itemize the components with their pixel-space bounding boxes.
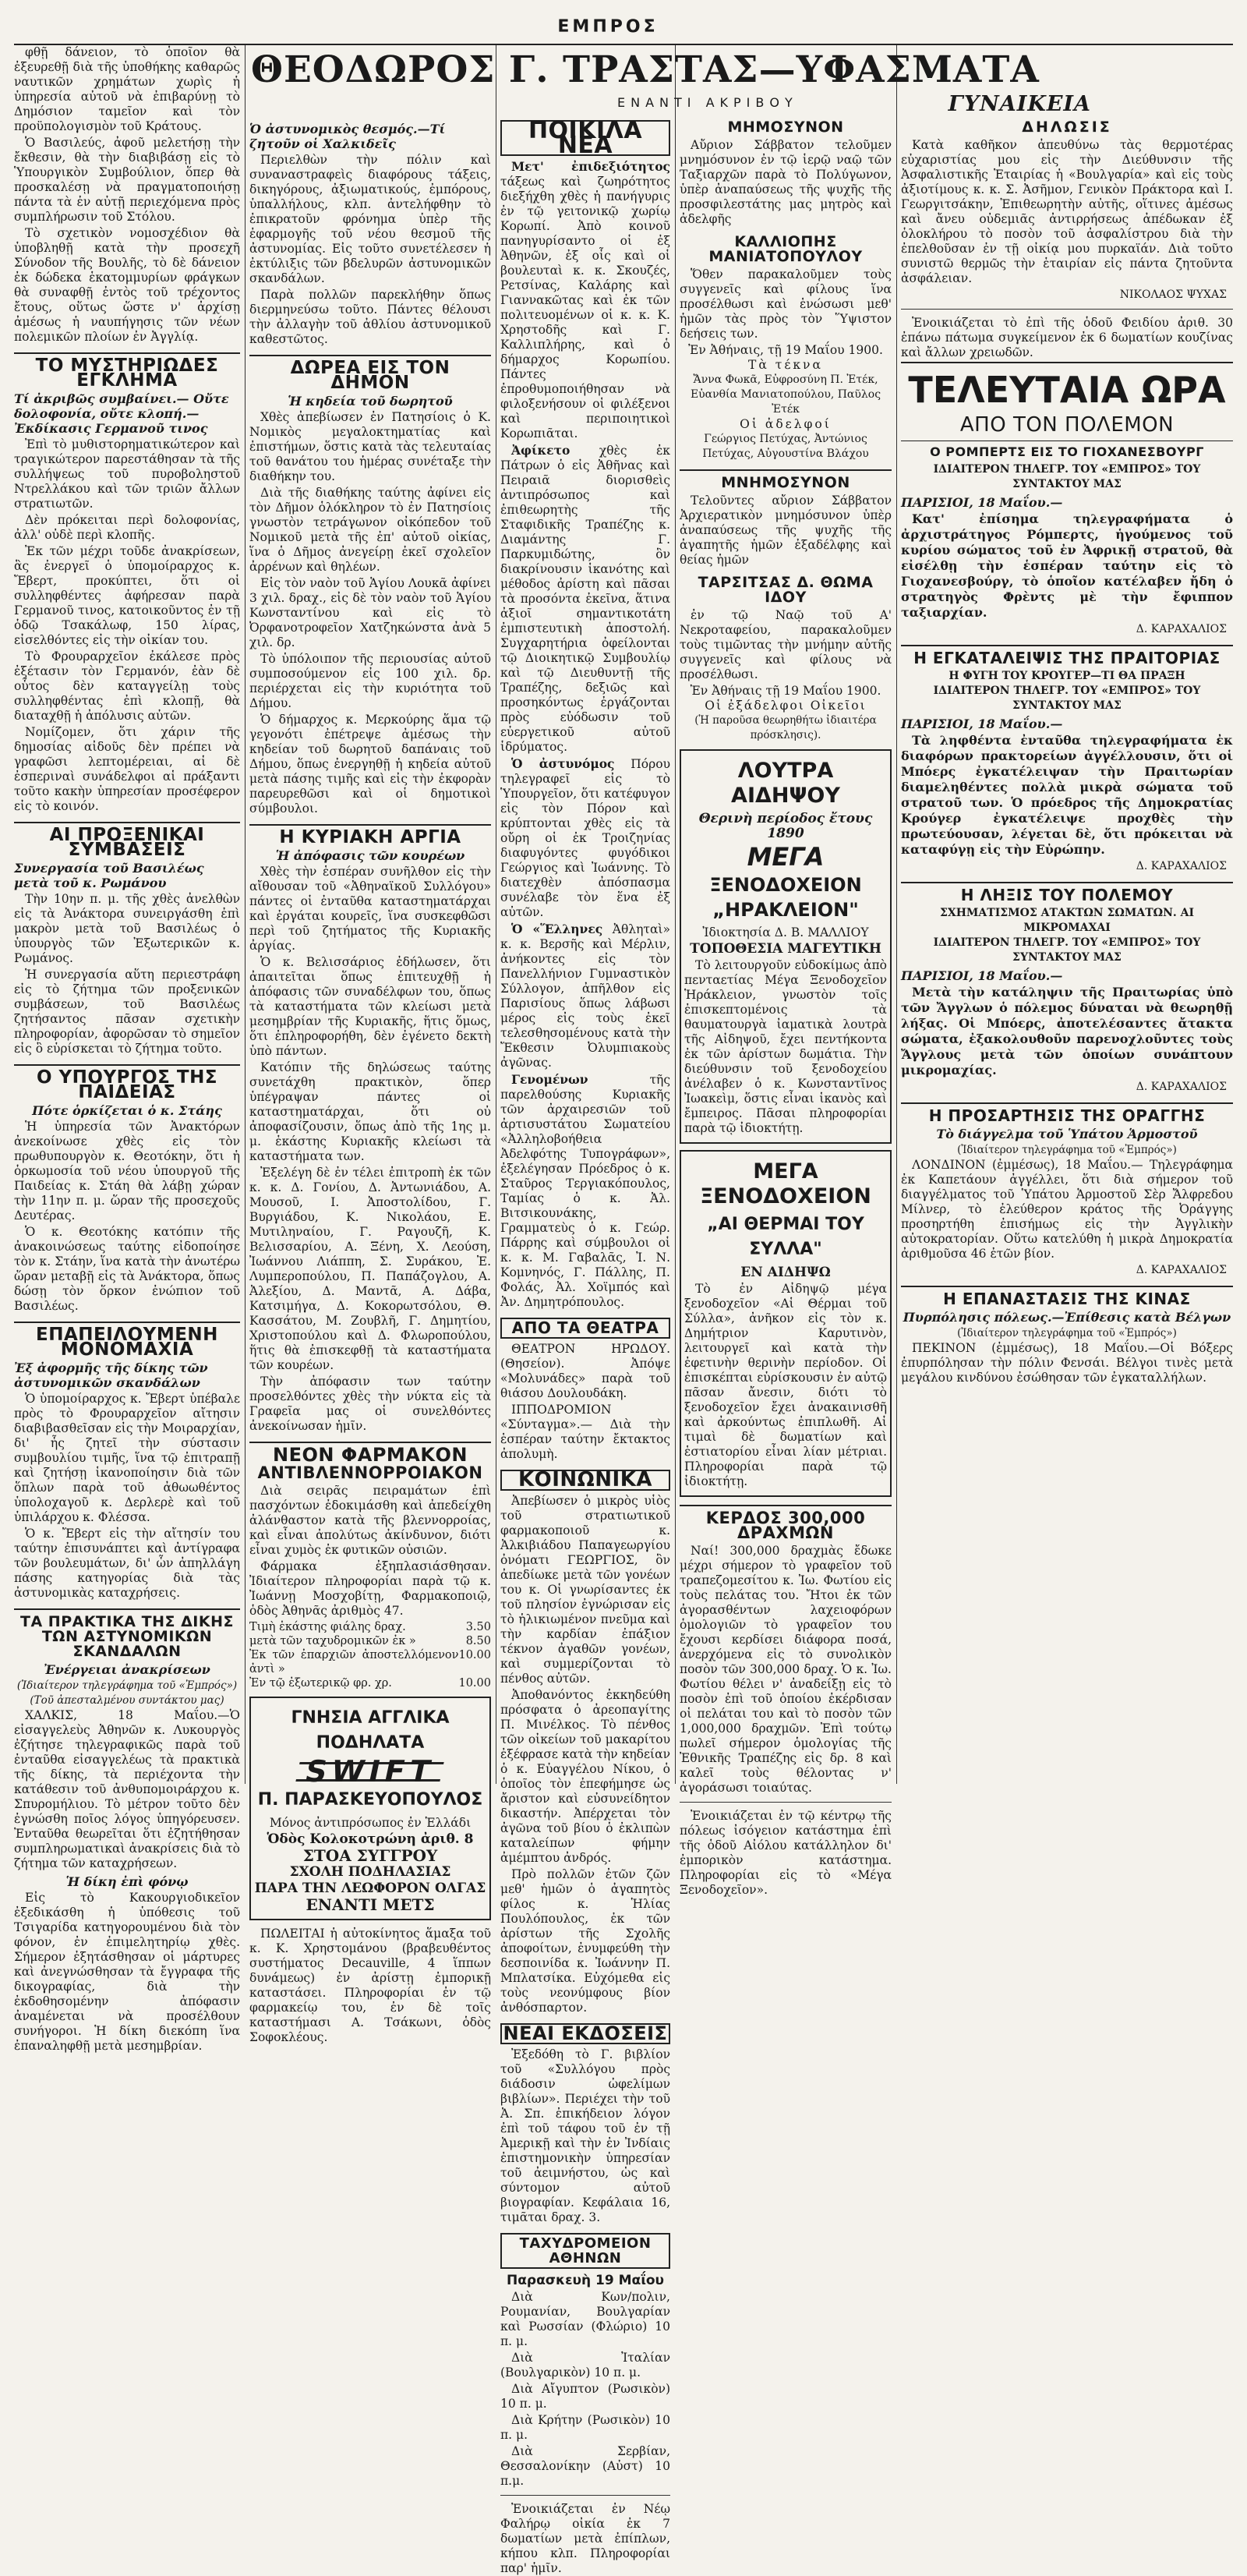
- section-headline: ΑΠΟ ΤΑ ΘΕΑΤΡΑ: [500, 1318, 670, 1339]
- article-paragraph: Πρὸ πολλῶν ἐτῶν ζῶν μεθ' ἡμῶν ὁ ἀγαπητὸς φίλος κ. Ἡλίας Πουλόπουλος, ἐκ τῶν ἀρίστων τῆς Σχολῆς ἀποφοίτων, ἐνυμφεύθη τὴν δεσποινίδα κ. Ἰωάννην Π. Μπλατσίκα. Εὐχόμεθα εἰς τοὺς νεονύμφους βίον ἀνθόσπαρτον.: [500, 1867, 670, 2015]
- article-paragraph: Χθὲς τὴν ἑσπέραν συνῆλθον εἰς τὴν αἴθουσαν τοῦ «Ἀθηναϊκοῦ Συλλόγου» πάντες οἱ ἐνταῦθα καταστηματάρχαι καὶ ἐργάται κουρεῖς, ἵνα συσκεφθῶσι περὶ τοῦ ζητήματος τῆς Κυριακῆς ἀργίας.: [249, 865, 491, 953]
- article-paragraph: Ἀπεβίωσεν ὁ μικρὸς υἱὸς τοῦ στρατιωτικοῦ φαρμακοποιοῦ κ. Ἀλκιβιάδου Παπαγεωργίου ὀνόματι ΓΕΩΡΓΙΟΣ, ὃν ἀπεδίωκε μετὰ τῶν γονέων του κ. Οἱ γνωρίσαντες ἐκ τοῦ πλησίον ἐγνώρισαν εἰς τὸ ἡλικιωμένον πνεῦμα καὶ τὴν καρδίαν ἐπάξιον τέκνον ἀγαθῶν γονέων, καὶ συμμερίζονται τὸ πένθος αὐτῶν.: [500, 1494, 670, 1686]
- price-label: μετὰ τῶν ταχυδρομικῶν ἐκ »: [249, 1635, 416, 1647]
- article-subheadline: Τὸ διάγγελμα τοῦ Ὑπάτου Ἁρμοστοῦ: [936, 1127, 1198, 1141]
- banner-title: ΘΕΟΔΩΡΟΣ Γ. ΤΡΑΣΤΑΣ—ΥΦΑΣΜΑΤΑ: [251, 48, 1040, 91]
- notice-signature-label: Οἱ ἀδελφοί: [740, 417, 832, 431]
- ad-subtitle: Θερινὴ περίοδος ἔτους 1890: [698, 811, 873, 841]
- article-paragraph: Νομίζομεν, ὅτι χάριν τῆς δημοσίας αἰδοῦς δὲν πρέπει νὰ γραφῶσι λεπτομέρειαι, αἱ δὲ ἐσπεριναὶ συνάδελφοι αἱ πράξαντι τοῦτο κακὴν ὑπηρεσίαν προσέφερον εἰς τὸ κοινόν.: [14, 725, 240, 813]
- ad-place: ΤΟΠΟΘΕΣΙΑ ΜΑΓΕΥΤΙΚΗ: [690, 941, 881, 957]
- news-text: τῆς παρελθούσης Κυριακῆς τῶν ἀρχαιρεσιῶν τοῦ ἀρτισυστάτου Σωματείου «Ἀλληλοβοήθεια Ἀδελφότης Τυπογράφων», ἐξελέγησαν Πρόεδρος ὁ κ. Σταῦρος Τεργιακόπουλος, Ταμίας ὁ κ. Ἀλ. Βιτσικουνάκης, Γραμματεὺς ὁ κ. Γεώρ. Πάρρης καὶ σύμβουλοι οἱ κ. κ. Μ. Γαβαλᾶς, Ἰ. Ν. Κομνηνός, Γ. Πάλλης, Π. Φολάς, Ἀλ. Χοϊμπός καὶ Ἀν. Δημητρόπουλος.: [500, 1073, 670, 1309]
- article-paragraph: φθῇ δάνειον, τὸ ὁποῖον θὰ ἐξευρεθῇ διὰ τῆς ὑποθήκης καθαρῶς ναυτικῶν χρημάτων χωρὶς ἡ ὑπηρεσία αὐτοῦ νὰ ἐπιβαρύνῃ τὸ Δημόσιον ταμεῖον καὶ τὸν προϋπολογισμὸν τοῦ Κράτους.: [14, 45, 240, 133]
- article-paragraph: ΘΕΑΤΡΟΝ ΗΡΩΔΟΥ. (Θησείον). Ἀπόψε «Μολυνάδες» παρὰ τοῦ θιάσου Δουλουδάκη.: [500, 1342, 670, 1400]
- article-headline: Ο ΥΠΟΥΡΓΟΣ ΤΗΣ ΠΑΙΔΕΙΑΣ: [14, 1064, 240, 1100]
- mail-line: Διὰ Σερβίαν, Θεσσαλονίκην (Αὐστ) 10 π.μ.: [500, 2444, 670, 2488]
- price-value: 10.00: [458, 1649, 491, 1661]
- article-paragraph: Μετὰ τὴν κατάληψιν τῆς Πραιτωρίας ὑπὸ τῶν Ἄγγλων ὁ πόλεμος δύναται νὰ θεωρηθῇ λήξας. Οἱ Μπόερς, ἀποτελέσαντες ἄτακτα σώματα, ἐξακολουθοῦν παρενοχλοῦντες τοὺς Ἄγγλους μετὰ τῶν ὁποίων συνάπτουν μικρομαχίας.: [901, 985, 1233, 1077]
- telegram-label: ΙΔΙΑΙΤΕΡΟΝ ΤΗΛΕΓΡ. ΤΟΥ «ΕΜΠΡΟΣ» ΤΟΥ ΣΥΝΤΑΚΤΟΥ ΜΑΣ: [933, 936, 1201, 964]
- column-5: [901, 119, 1233, 1784]
- article-headline: Η ΠΡΟΣΑΡΤΗΣΙΣ ΤΗΣ ΟΡΑΓΓΗΣ: [901, 1102, 1233, 1123]
- article-paragraph: Ἡ συνεργασία αὕτη περιεστράφη εἰς τὸ ζήτημα τῶν προξενικῶν συμβάσεων, τοῦ Βασιλέως ζητήσαντος πᾶσαν σχετικὴν πληροφορίαν, ἀφορῶσαν τὸ σημεῖον εἰς ὃ εὑρίσκεται τὸ ζήτημα τοῦτο.: [14, 968, 240, 1056]
- price-row: [249, 1634, 491, 1648]
- article-headline: ΑΙ ΠΡΟΞΕΝΙΚΑΙ ΣΥΜΒΑΣΕΙΣ: [14, 822, 240, 858]
- classified-ad: ΠΩΛΕΙΤΑΙ ἡ αὐτοκίνητος ἅμαξα τοῦ κ. Κ. Χρηστομάνου (βραβευθέντος συστήματος Decauville, 4 ἵππων δυνάμεως) ἐν ἀρίστῃ ἐμπορικῇ καταστάσει. Πληροφορίαι ἐν τῷ φαρμακείῳ του, ἐν δὲ τοῖς καταστήμασι Α. Τσάκωνι, ὁδὸς Σοφοκλέους.: [249, 1927, 491, 2044]
- article-paragraph: Τὰ ληφθέντα ἐνταῦθα τηλεγραφήματα ἐκ διαφόρων πρακτορείων ἀγγέλλουσιν, ὅτι οἱ Μπόερς ἐγκατέλειψαν τὴν Πραιτωρίαν διαμεληθέντες πολλὰ μικρὰ σώματα τοῦ στρατοῦ των. Ὁ πρόεδρος τῆς Δημοκρατίας Κρούγερ ἐγκατέλειψε προχθὲς τὴν πρωτεύουσαν, λέγεται δὲ, ὅτι πρόκειται νὰ καταφύγῃ εἰς τὴν Εὐρώπην.: [901, 733, 1233, 857]
- article-paragraph: Δὲν πρόκειται περὶ δολοφονίας, ἀλλ' οὐδὲ περὶ κλοπῆς.: [14, 513, 240, 542]
- notice-text: Τελοῦντες αὔριον Σάββατον Ἀρχιερατικὸν μνημόσυνον ὑπὲρ ἀναπαύσεως τῆς ψυχῆς τῆς ἀγαπητῆς ἡμῶν ἐξαδέλφης καὶ θείας ἡμῶν: [680, 494, 892, 567]
- article-paragraph: Περιελθὼν τὴν πόλιν καὶ συναναστραφεὶς διαφόρους τάξεις, δικηγόρους, ἀξιωματικούς, ἐμπόρους, ὑπαλλήλους, κλπ. ἀντελήφθην τὸ ἐπικρατοῦν φρόνημα ὑπὲρ τῆς ἐφαρμογῆς τοῦ νέου θεσμοῦ τῆς ἀστυνομίας. Εἰς τοῦτο συνετέλεσεν ἡ ἐκτύλιξις τῶν βδελυρῶν ἀστυνομικῶν σκανδάλων.: [249, 153, 491, 285]
- dealer-name: Π. ΠΑΡΑΣΚΕΥΟΠΟΥΛΟΣ: [257, 1790, 483, 1810]
- article-paragraph: Ἐξελέγη δὲ ἐν τέλει ἐπιτροπὴ ἐκ τῶν κ. κ. Δ. Γονίου, Δ. Ἀντωνιάδου, Α. Μουσοῦ, Ι. Ἀποστολίδου, Γ. Βυργιάδου, Κ. Νικολάου, Ε. Μυτιληναίου, Γ. Ραγουζῆ, Κ. Βελισσαρίου, Α. Ξένη, Χ. Λεούση, Ἰωάννου Λιάππη, Σ. Συράκου, Ἐ. Λυμπεροπούλου, Π. Παπάζογλου, Α. Ἀλεξίου, Δ. Μαντᾶ, Α. Δάβα, Κατσιμήγα, Δ. Κοκορωτσόλου, Θ. Κασσάτου, Μ. Ζουβλῆ, Γ. Δημητίου, Χριστοπούλου καὶ Δ. Φλωροπούλου, ἥτις θὰ ἐπισκεφθῇ τὰ καταστήματα τῶν κουρέων.: [249, 1166, 491, 1372]
- article-paragraph: Εἰς τὸ Κακουργιοδικεῖον ἐξεδικάσθη ἡ ὑπόθεσις τοῦ Τσιγαρίδα κατηγορουμένου διὰ τὸν φόνον, ἐν ἐπιμελητηρίῳ χθὲς. Σήμερον ἐξητάσθησαν οἱ μάρτυρες καὶ ἀνεγνώσθησαν τὰ ἔγγραφα τῆς δικογραφίας, διὰ τὴν ἐκδοθησομένην ἀπόφασιν ἀναμένεται νὰ προσέλθουν συνήγοροι. Ἡ δίκη διεκόπη ἵνα ἐπαναληφθῇ μετὰ μεσημβρίαν.: [14, 1891, 240, 2053]
- article-paragraph: Τὸ ὑπόλοιπον τῆς περιουσίας αὐτοῦ συμποσούμενον εἰς 100 χιλ. δρ. περιέρχεται εἰς τὴν κυριότητα τοῦ Δήμου.: [249, 652, 491, 710]
- article-paragraph: Εἰς τὸν ναὸν τοῦ Ἁγίου Λουκᾶ ἀφίνει 3 χιλ. δραχ., εἰς δὲ τὸν ναὸν τοῦ Ἁγίου Κωνσταντίνου καὶ εἰς τὸ Ὀρφανοτροφεῖον Χατζηκώνστα ἀνὰ 5 χιλ. δρ.: [249, 576, 491, 649]
- deceased-name: ΤΑΡΣΙΤΣΑΣ Δ. ΘΩΜΑ ΙΔΟΥ: [698, 574, 874, 606]
- news-item: [500, 1072, 670, 1310]
- article-paragraph: Ὁ κ. Ἔβερτ εἰς τὴν αἴτησίν του ταύτην ἐπισυνάπτει καὶ ἀντίγραφα τῶν βουλευμάτων, δι' ὧν ἀπηλλάγη πάσης κατηγορίας διὰ τὰς ἀστυνομικὰς καταχρήσεις.: [14, 1527, 240, 1600]
- breaking-headline: ΤΕΛΕΥΤΑΙΑ ΩΡΑ: [901, 362, 1233, 410]
- price-value: 8.50: [465, 1635, 491, 1647]
- ad-place: ΕΝ ΑΙΔΗΨΩ: [740, 1265, 831, 1280]
- ad-title: ΓΝΗΣΙΑ ΑΓΓΛΙΚΑ ΠΟΔΗΛΑΤΑ: [291, 1708, 450, 1753]
- article-paragraph: Ὁ Βασιλεύς, ἀφοῦ μελετήσῃ τὴν ἔκθεσιν, θὰ τὴν διαβιβάσῃ εἰς τὸ Ὑπουργικὸν Συμβούλιον, ὅπερ θὰ προσκαλέσῃ νὰ πραγματοποιήσῃ πάντα τὰ ἐν αὐτῇ περιεχόμενα πρὸς συμπλήρωσιν τοῦ Στόλου.: [14, 136, 240, 224]
- article-headline: Η ΚΥΡΙΑΚΗ ΑΡΓΙΑ: [249, 824, 491, 845]
- article-headline: ΕΠΑΠΕΙΛΟΥΜΕΝΗ ΜΟΝΟΜΑΧΙΑ: [14, 1322, 240, 1357]
- article-paragraph: ΠΕΚΙΝΟΝ (ἐμμέσως), 18 Μαΐου.—Οἱ Βόξερς ἐπυρπόλησαν τὴν πόλιν Φενσάι. Βέλγοι τινὲς μετὰ μεγάλου κινδύνου ἐσώθησαν τῶν ἐγκαταλλήλων.: [901, 1341, 1233, 1385]
- banner-subtitle: ΕΝΑΝΤΙ ΑΚΡΙΒΟΥ: [617, 95, 798, 110]
- signature: Δ. ΚΑΡΑΧΑΛΙΟΣ: [1136, 860, 1227, 872]
- bicycle-advertisement: [249, 1697, 491, 1920]
- article-paragraph: Ἐπὶ τὸ μυθιστορηματικώτερον καὶ τραγικώτερον παρεστάθησαν τὰ τῆς συλλήψεως τοῦ πυροβοληστοῦ Ντρελλάκου καὶ τῶν τριῶν ἄλλων στρατιωτῶν.: [14, 437, 240, 511]
- telegram-label: (Ἰδιαίτερον τηλεγράφημα τοῦ «Ἐμπρός»): [957, 1327, 1177, 1339]
- price-label: Ἐν τῷ ἐξωτερικῷ φρ. χρ.: [249, 1677, 392, 1690]
- article-paragraph: ΛΟΝΔΙΝΟΝ (ἐμμέσως), 18 Μαΐου.— Τηλεγράφημα ἐκ Καπετάουν ἀγγέλλει, ὅτι διὰ σήμερον τοῦ διαγγέλματος τοῦ Ὑπάτου Ἁρμοστοῦ Σὲρ Ἄλφρεδου Μίλνερ, τὸ ἐλεύθερον κράτος τῆς Ὀράγγης προσηρτήθη ἐπισήμως εἰς τὴν Ἀγγλικὴν αὐτοκρατορίαν. Οὕτω κατελύθη ἡ μικρὰ Δημοκρατία ἀριθμοῦσα 46 ἐτῶν βίον.: [901, 1158, 1233, 1261]
- column-4: [680, 119, 892, 1897]
- article-subheadline: Τί ἀκριβῶς συμβαίνει.— Οὔτε δολοφονία, οὔτε κλοπή.— Ἐκδίκασις Γερμανοῦ τινος: [14, 391, 229, 436]
- ad-title: ΛΟΥΤΡΑ ΑΙΔΗΨΟΥ: [731, 759, 840, 808]
- price-row: [249, 1648, 491, 1676]
- article-paragraph: Τὴν 10ην π. μ. τῆς χθὲς ἀνελθὼν εἰς τὰ Ἀνάκτορα συνειργάσθη ἐπὶ μακρὸν μετὰ τοῦ Βασιλέως ὁ ὑπουργὸς τῶν Ἐξωτερικῶν κ. Ρωμάνος.: [14, 892, 240, 965]
- article-headline: Ο ΡΟΜΠΕΡΤΣ ΕΙΣ ΤΟ ΓΙΟΧΑΝΕΣΒΟΥΡΓ: [901, 441, 1233, 459]
- article-headline: ΑΝΤΙΒΛΕΝΝΟΡΡΟΙΑΚΟΝ: [257, 1463, 483, 1482]
- signature: ΝΙΚΟΛΑΟΣ ΨΥΧΑΣ: [1119, 288, 1227, 301]
- ad-line: ΣΤΟΑ ΣΥΓΓΡΟΥ: [302, 1846, 438, 1865]
- article-subheadline: Ἡ ἀπόφασις τῶν κουρέων: [275, 848, 465, 863]
- hotel-name: „ΑΙ ΘΕΡΜΑΙ ΤΟΥ ΣΥΛΛΑ": [707, 1215, 864, 1259]
- notice-date: Ἐν Ἀθήναις, τῇ 19 Μαΐου 1900.: [688, 343, 883, 357]
- mail-line: Διὰ Κρήτην (Ρωσικὸν) 10 π. μ.: [500, 2413, 670, 2442]
- column-divider: [245, 45, 246, 1784]
- news-lead: Γενομένων: [511, 1072, 588, 1087]
- article-headline: ΤΟ ΜΥΣΤΗΡΙΩΔΕΣ ΕΓΚΛΗΜΑ: [14, 352, 240, 388]
- price-value: 3.50: [465, 1621, 491, 1633]
- article-subheadline: Η ΦΥΓΗ ΤΟΥ ΚΡΟΥΓΕΡ—ΤΙ ΘΑ ΠΡΑΞΗ: [948, 670, 1185, 682]
- signature: Δ. ΚΑΡΑΧΑΛΙΟΣ: [1136, 1264, 1227, 1276]
- signature: Δ. ΚΑΡΑΧΑΛΙΟΣ: [1136, 1081, 1227, 1093]
- article-paragraph: Τὸ σχετικὸν νομοσχέδιον θὰ ὑποβληθῇ κατὰ τὴν προσεχῆ Σύνοδον τῆς Βουλῆς, τὸ δὲ δάνειον ἐκ δώδεκα ἑκατομμυρίων φράγκων θὰ συναφθῇ ἐντὸς τοῦ τρέχοντος ἔτους, οὕτως ὥστε ν' ἀρχίσῃ ἀμέσως ἡ ναυπήγησις τῶν νέων πολεμικῶν πλοίων ἐν Ἀγγλίᾳ.: [14, 226, 240, 344]
- notice-text: Ὅθεν παρακαλοῦμεν τοὺς συγγενεῖς καὶ φίλους ἵνα προσέλθωσι καὶ ἑνώσωσι μεθ' ἡμῶν τὰς πρὸς τὸν Ὕψιστον δεήσεις των.: [680, 267, 892, 341]
- article-paragraph: Ἐκ τῶν μέχρι τοῦδε ἀνακρίσεων, ἃς ἐνεργεῖ ὁ ὑπομοίραρχος κ. Ἔβερτ, προκύπτει, ὅτι οἱ συλληφθέντες ἀφήρεσαν παρὰ Γερμανοῦ τινος, κατοικοῦντος ἐν τῇ ὁδῷ Τσακάλωφ, 150 λίρας, εἰσελθόντες εἰς τὴν οἰκίαν του.: [14, 544, 240, 647]
- notice-headline: ΜΝΗΜΟΣΥΝΟΝ: [680, 469, 892, 490]
- section-headline: ΠΟΙΚΙΛΑ ΝΕΑ: [500, 120, 670, 156]
- article-paragraph: Τὸ Φρουραρχεῖον ἐκάλεσε πρὸς ἐξέτασιν τὸν Γερμανόν, ἐὰν δὲ οὗτος δὲν καταγγείλῃ τοὺς συλληφθέντας ἐπὶ κλοπῇ, θὰ διαταχθῇ ἡ ἀπόλυσις αὐτῶν.: [14, 649, 240, 723]
- article-paragraph: Χθὲς ἀπεβίωσεν ἐν Πατησίοις ὁ Κ. Νομικὸς μεγαλοκτηματίας καὶ ἐπιστήμων, ὅστις κατὰ τὰς τελευταίας τοῦ θανάτου του ἡμέρας συνέταξε τὴν διαθήκην του.: [249, 410, 491, 483]
- article-headline: ΤΑ ΠΡΑΚΤΙΚΑ ΤΗΣ ΔΙΚΗΣ ΤΩΝ ΑΣΤΥΝΟΜΙΚΩΝ ΣΚΑΝΔΑΛΩΝ: [14, 1608, 240, 1659]
- news-lead: Μετ' ἐπιδεξιότητος: [511, 159, 670, 174]
- article-paragraph: Ὁ δήμαρχος κ. Μερκούρης ἅμα τῷ γεγονότι ἐπέτρεψε ἀμέσως τὴν κηδείαν τοῦ δωρητοῦ δαπάναις τοῦ Δήμου, ὅπως ἐνεργηθῇ ἡ κηδεία αὐτοῦ μετὰ πάσης τιμῆς καὶ εἰς τὴν ἐκφορὰν παρευρεθῶσι καὶ οἱ δημοτικοὶ σύμβουλοι.: [249, 713, 491, 816]
- price-value: 10.00: [458, 1677, 491, 1690]
- column-3: [500, 117, 670, 2575]
- ad-line: Μόνος ἀντιπρόσωπος ἐν Ἑλλάδι: [269, 1816, 472, 1830]
- article-paragraph: ΧΑΛΚΙΣ, 18 Μαΐου.—Ὁ εἰσαγγελεὺς Ἀθηνῶν κ. Λυκουργὸς ἐζήτησε τηλεγραφικῶς παρὰ τοῦ ἐνταῦθα εἰσαγγελέως τὰ πρακτικὰ τῆς δίκης, τὰ περιέχοντα τὴν κατάθεσιν τοῦ ἀνθυπομοιράρχου κ. Σπυρομήλιου. Τὸ μέτρον τοῦτο δὲν ἐγνώσθη ποῖος λόγος ὑπηγόρευσεν. Ἐνταῦθα θεωρεῖται ὅτι ἐζητήθησαν συμπληρωματικαὶ ἀνακρίσεις διὰ τὸ ζήτημα τῶν καταχρήσεων.: [14, 1708, 240, 1870]
- article-subheadline: Ἡ δίκη ἐπὶ φόνῳ: [65, 1874, 189, 1889]
- notice-note: (Ἡ παροῦσα θεωρηθήτω ἰδιαιτέρα πρόσκλησις).: [694, 714, 877, 741]
- section-headline: ΝΕΑΙ ΕΚΔΟΣΕΙΣ: [500, 2023, 670, 2044]
- article-subheadline: Ὁ ἀστυνομικὸς θεσμός.—Τί ζητοῦν οἱ Χαλκιδεῖς: [249, 122, 446, 151]
- article-paragraph: Διὰ σειρᾶς πειραμάτων ἐπὶ πασχόντων ἐδοκιμάσθη καὶ ἀπεδείχθη ἀλάνθαστον κατὰ τῆς βλεννορροίας, καὶ εἶναι ἀπολύτως ἀκίνδυνον, διότι εἶναι χυμὸς ἐκ φυτικῶν οὐσιῶν.: [249, 1484, 491, 1557]
- news-lead: Ὁ ἀστυνόμος: [511, 756, 615, 771]
- article-headline: Η ΕΠΑΝΑΣΤΑΣΙΣ ΤΗΣ ΚΙΝΑΣ: [901, 1286, 1233, 1307]
- ad-title: ΚΕΡΔΟΣ 300,000 ΔΡΑΧΜΩΝ: [680, 1505, 892, 1541]
- article-subheadline: Ἡ κηδεία τοῦ δωρητοῦ: [288, 394, 453, 409]
- divider: [500, 2495, 670, 2496]
- notice-signature: Γεώργιος Πετύχας, Ἀντώνιος Πετύχας, Αὐγουστίνα Βλάχου: [702, 433, 869, 460]
- article-headline: Η ΛΗΞΙΣ ΤΟΥ ΠΟΛΕΜΟΥ: [901, 882, 1233, 903]
- price-row: [249, 1620, 491, 1634]
- divider: [901, 309, 1233, 310]
- deceased-name: ΚΑΛΛΙΟΠΗΣ ΜΑΝΙΑΤΟΠΟΥΛΟΥ: [708, 233, 863, 265]
- notice-text: ἐν τῷ Ναῷ τοῦ Α' Νεκροταφείου, παρακαλοῦμεν τοὺς τιμῶντας τὴν μνήμην αὐτῆς συγγενεῖς καὶ φίλους νὰ προσέλθωσι.: [680, 608, 892, 681]
- article-headline: ΝΕΟΝ ΦΑΡΜΑΚΟΝ: [249, 1442, 491, 1463]
- news-text: Ἀθληταὶ» κ. κ. Βερσῆς καὶ Μέρλιν, ἀνήκοντες εἰς τὸν Πανελλήνιον Γυμναστικὸν Σύλλογον, ἀπῆλθον εἰς Παρισίους ὅπως λάβωσι μέρος εἰς τοὺς ἐκεῖ τελεσθησομένους κατὰ τὴν Ἔκθεσιν Ὀλυμπιακοὺς ἀγῶνας.: [500, 922, 670, 1070]
- byline: (Ἰδιαίτερον τηλεγράφημα τοῦ «Ἐμπρός») (Τοῦ ἀπεσταλμένου συντάκτου μας): [16, 1679, 238, 1707]
- news-item: [500, 159, 670, 441]
- hotel-advertisement: [680, 1150, 892, 1497]
- article-subheadline: Πότε ὁρκίζεται ὁ κ. Στάης: [32, 1103, 222, 1118]
- mail-line: Διὰ Κων/πολιν, Ρουμανίαν, Βουλγαρίαν καὶ Ρωσσίαν (Φλώριο) 10 π. μ.: [500, 2290, 670, 2348]
- ad-big: ΜΕΓΑ: [747, 842, 825, 872]
- article-paragraph: Ἡ ὑπηρεσία τῶν Ἀνακτόρων ἀνεκοίνωσε χθὲς εἰς τὸν πρωθυπουργὸν κ. Θεοτόκην, ὅτι ἡ ὁρκωμοσία τοῦ νέου ὑπουργοῦ τῆς Παιδείας κ. Στάη θὰ λάβῃ χώραν τὴν 11ην π. μ. ὥραν τῆς προσεχοῦς Δευτέρας.: [14, 1120, 240, 1223]
- breaking-subheadline: ΑΠΟ ΤΟΝ ΠΟΛΕΜΟΝ: [959, 413, 1175, 437]
- news-item: [500, 922, 670, 1070]
- article-paragraph: Ὁ κ. Θεοτόκης κατόπιν τῆς ἀνακοινώσεως ταύτης εἰδοποίησε τὸν κ. Στάην, ἵνα κατὰ τὴν ἀνωτέρω ὥραν μεταβῇ εἰς τὰ Ἀνάκτορα, ὅπως δώσῃ τὸν ὅρκον ἐνώπιον τοῦ Βασιλέως.: [14, 1225, 240, 1313]
- article-headline: ΔΩΡΕΑ ΕΙΣ ΤΟΝ ΔΗΜΟΝ: [249, 355, 491, 391]
- column-2: [249, 119, 491, 2044]
- article-paragraph: Φάρμακα ἐξηπλασιάσθησαν. Ἰδιαίτερον πληροφορίαι παρὰ τῷ κ. Ἰωάννῃ Μοσχοβίτῃ, Φαρμακοποιῷ, ὁδὸς Ἀθηνᾶς ἀριθμὸς 47.: [249, 1559, 491, 1618]
- news-lead: Ὁ «Ἕλληνες: [511, 922, 603, 936]
- hotel-name: ΞΕΝΟΔΟΧΕΙΟΝ „ΗΡΑΚΛΕΙΟΝ": [709, 874, 862, 921]
- news-text: χθὲς ἐκ Πάτρων ὁ εἰς Ἀθῆνας καὶ Πειραιᾶ διορισθεὶς ἀντιπρόσωπος καὶ ἐπιθεωρητὴς τῆς Σταφιδικῆς Τραπέζης κ. Διαμάντης Γ. Παρκυμιδώτης, ὃν διακρίνουσιν ἱκανότης καὶ μέθοδος ἀρίστη καὶ πᾶσαι τὰ προσόντα ἐκεῖνα, ἅτινα ἀξιοῖ σημαντικοτάτη ἐμπιστευτικὴ ἀποστολή. Συγχαρητήρια ὀφείλονται τῷ Διοικητικῷ Συμβουλίῳ καὶ τῷ Διευθυντῇ τῆς Τραπέζης, δεξιῶς καὶ προσηκόντως ἐργάζονται πρὸς εὐόδωσιν τοῦ εὐεργετικοῦ αὐτοῦ ἱδρύματος.: [500, 444, 670, 754]
- article-subheadline: Πυρπόλησις πόλεως.—Ἐπίθεσις κατὰ Βέλγων: [903, 1310, 1231, 1325]
- dateline: ΠΑΡΙΣΙΟΙ, 18 Μαΐου.—: [901, 495, 1063, 510]
- article-paragraph: ΙΠΠΟΔΡΟΜΙΟΝ «Σύνταγμα».— Διὰ τὴν ἑσπέραν ταύτην ἔκτακτος ἀπολυμὴ.: [500, 1403, 670, 1461]
- ad-line: ΕΝΑΝΤΙ ΜΕΤΣ: [306, 1895, 435, 1914]
- hotel-advertisement: [680, 749, 892, 1144]
- news-item: [500, 443, 670, 755]
- classified-ad: Ἐνοικιάζεται ἐν Νέῳ Φαλήρῳ οἰκία ἐκ 7 δωματίων μετὰ ἐπίπλων, κήπου κλπ. Πληροφορίαι παρ' ἡμῖν.: [500, 2502, 670, 2575]
- telegram-label: ΙΔΙΑΙΤΕΡΟΝ ΤΗΛΕΓΡ. ΤΟΥ «ΕΜΠΡΟΣ» ΤΟΥ ΣΥΝΤΑΚΤΟΥ ΜΑΣ: [933, 685, 1201, 712]
- article-paragraph: Τὴν ἀπόφασιν των ταύτην προσελθόντες χθὲς τὴν νύκτα εἰς τὰ Γραφεῖα μας οἱ συνελθόντες ἀνεκοίνωσαν ἡμῖν.: [249, 1375, 491, 1433]
- article-headline: Η ΕΓΚΑΤΑΛΕΙΨΙΣ ΤΗΣ ΠΡΑΙΤΟΡΙΑΣ: [901, 645, 1233, 666]
- ad-line: ΣΧΟΛΗ ΠΟΔΗΛΑΣΙΑΣ: [289, 1864, 451, 1880]
- section-headline: ΤΑΧΥΔΡΟΜΕΙΟΝ ΑΘΗΝΩΝ: [500, 2233, 670, 2269]
- article-paragraph: Διὰ τῆς διαθήκης ταύτης ἀφίνει εἰς τὸν Δῆμον ὁλόκληρον τὸ ἐν Πατησίοις γνωστὸν τετράγωνον οἰκόπεδον τοῦ Νομικοῦ μετὰ τῆς ἐπ' αὐτοῦ οἰκίας, ἵνα ὁ Δῆμος ἀνεγείρῃ ἐκεῖ σχολεῖον ἀρρένων καὶ θηλέων.: [249, 486, 491, 574]
- ad-owner: Ἰδιοκτησία Δ. Β. ΜΑΛΛΙΟΥ: [702, 925, 869, 939]
- ad-text: Ναί! 300,000 δραχμὰς ἔδωκε μέχρι σήμερον τὸ γραφεῖον τοῦ τραπεζομεσίτου κ. Ἰω. Φωτίου εἰς τοὺς πελάτας του. Ἤτοι ἐκ τῶν ἀγορασθέντων λαχειοφόρων ὁμολογιῶν τὸ γραφεῖον του ἔχουσι κερδίσει διάφορα ποσά, ἀνερχόμενα εἰς τὸ συνολικὸν ποσὸν τῶν 300,000 δραχ. Ὁ κ. Ἰω. Φωτίου θέλει ν' ἀναδείξῃ εἰς τὸ ποσὸν ἐπὶ τοῦ ὁποίου ἐκέρδισαν οἱ πελάται του καὶ τὸ ποσὸν τῶν 1,000,000 δραχμῶν. Ἐπὶ τούτῳ πωλεῖ σήμερον ὁμολογίας τῆς Ἐθνικῆς Τραπέζης εἰς δρ. 8 καὶ καλεῖ τοὺς θέλοντας ν' ἀγοράσωσι τοιαύτας.: [680, 1544, 892, 1795]
- article-paragraph: Ἀποθανόντος ἐκκηδεύθη πρόσφατα ὁ ἀρεοπαγίτης Π. Μινέλκος. Τὸ πένθος τῶν οἰκείων τοῦ μακαρίτου ἐξέφρασε κατὰ τὴν κηδείαν ὁ κ. Εὐαγγέλου Νίκου, ὁ ὁποῖος τὸν ἐπεφήμησε ὡς ἄριστον καὶ εὐσυνείδητον δικαστήν. Ἀπέρχεται τὸν ἀγῶνα τοῦ βίου ὁ ἐκλιπὼν καταλείπων φήμην ἀμέμπτου ἀνδρός.: [500, 1688, 670, 1865]
- notice-text: Αὔριον Σάββατον τελοῦμεν μνημόσυνον ἐν τῷ ἱερῷ ναῷ τῶν Ταξιαρχῶν παρὰ τὸ Πολύγωνον, ὑπὲρ ἀναπαύσεως τῆς ψυχῆς τῆς προσφιλεστάτης μας μητρὸς καὶ ἀδελφῆς: [680, 138, 892, 226]
- article-subheadline: Ἐνέργειαι ἀνακρίσεων: [44, 1662, 210, 1677]
- ad-line: ΠΑΡΑ ΤΗΝ ΛΕΩΦΟΡΟΝ ΟΛΓΑΣ: [254, 1881, 486, 1896]
- news-lead: Ἀφίκετο: [511, 443, 571, 458]
- telegram-label: ΙΔΙΑΙΤΕΡΟΝ ΤΗΛΕΓΡ. ΤΟΥ «ΕΜΠΡΟΣ» ΤΟΥ ΣΥΝΤΑΚΤΟΥ ΜΑΣ: [933, 463, 1201, 490]
- column-divider: [896, 45, 897, 1784]
- article-paragraph: Κατ' ἐπίσημα τηλεγραφήματα ὁ ἀρχιστράτηγος Ρόμπερτς, ἡγούμενος τοῦ κυρίου σώματος τοῦ ἐν Ἀφρικῇ στρατοῦ, θὰ εἰσέλθῃ τὴν ἑσπέραν ταύτην εἰς τὸ Γιοχανεσβούργ, τὸ ὁποῖον κατέλαβεν ἤδη ὁ στρατηγὸς Φρὲντς μὲ τὴν ἔφιππον ταξιαρχίαν.: [901, 511, 1233, 620]
- news-text: τάξεως καὶ ζωηρότητος διεξήχθη χθὲς ἡ πανήγυρις ἐν τῷ γειτονικῷ χωρίῳ Κορωπί. Ἀπὸ κοινοῦ πανηγυρίσαντο οἱ ἐξ Ἀθηνῶν, ἐξ οἷς καὶ οἱ βουλευταὶ κ. κ. Σκουζές, Ρετσίνας, Καλάρης καὶ Γιαννακῶτας καὶ ἐκ τῶν πολιτευομένων οἱ κ. κ. Κ. Χρηστοδῆς καὶ Γ. Καλλιπλήρης, καὶ ὁ δήμαρχος Κορωπίου. Πάντες ἐπροθυμοποιήθησαν νὰ φιλοξενήσουν οἱ φιλέξενοι καὶ περιποιητικοὶ Κορωπιᾶται.: [500, 175, 670, 441]
- article-subheadline: ΣΧΗΜΑΤΙΣΜΟΣ ΑΤΑΚΤΩΝ ΣΩΜΑΤΩΝ. ΑΙ ΜΙΚΡΟΜΑΧΑΙ: [939, 907, 1195, 934]
- classified-ad: Ἐνοικιάζεται ἐν τῷ κέντρῳ τῆς πόλεως ἰσόγειον κατάστημα ἐπὶ τῆς ὁδοῦ Αἰόλου κατάλληλον δι' ἐμπορικὸν κατάστημα. Πληροφορίαι εἰς τὸ «Μέγα Ξενοδοχεῖον».: [680, 1809, 892, 1897]
- notice-headline: ΜΗΜΟΣΥΝΟΝ: [727, 119, 844, 136]
- news-item: [500, 756, 670, 920]
- divider: [680, 1802, 892, 1803]
- price-label: Τιμὴ ἑκάστης φιάλης δραχ.: [249, 1621, 406, 1633]
- notice-signature: Οἱ ἐξάδελφοι Οἰκεῖοι: [705, 699, 867, 713]
- ad-line: Ὁδὸς Κολοκοτρώνη ἀριθ. 8: [267, 1831, 474, 1847]
- price-label: Ἐκ τῶν ἐπαρχιῶν ἀποστελλόμενον ἀντὶ »: [249, 1649, 459, 1675]
- dateline: ΠΑΡΙΣΙΟΙ, 18 Μαΐου.—: [901, 717, 1063, 731]
- ad-text: Τὸ ἐν Αἰδηψῷ μέγα ξενοδοχεῖον «Αἱ Θέρμαι τοῦ Σύλλα», ἀνῆκον εἰς τὸν κ. Δημήτριον Καρυτινὸν, λειτουργεῖ καὶ κατὰ τὴν ἐφετινὴν θερινὴν περίοδον. Οἱ ἐπισκέπται εὑρίσκουσιν ἐν αὐτῷ πᾶσαν ἄνεσιν, διότι τὸ ξενοδοχεῖον ἔχει ἀνακαινισθῆ καὶ ἀρκούντως ἐπιπλωθῆ. Αἱ τιμαὶ δὲ δωματίων καὶ ἑστιατορίου εἶναι λίαν μέτριαι. Πληροφορίαι παρὰ τῷ ἰδιοκτήτῃ.: [684, 1282, 887, 1488]
- article-paragraph: Ὁ κ. Βελισσάριος ἐδήλωσεν, ὅτι ἀπαιτεῖται ὅπως ἐπιτευχθῇ ἡ ἀπόφασις τῶν συναδέλφων του, ὅπως τὰ καταστήματα τῶν κλείωσι μετὰ μεσημβρίαν τῆς Κυριακῆς, ἥτις ὅμως, ὅτι ἐπληροφορήθη, δὲν ἐγένετο δεκτὴ ὑπὸ πάντων.: [249, 955, 491, 1058]
- article-paragraph: Κατόπιν τῆς δηλώσεως ταύτης συνετάχθη πρακτικὸν, ὅπερ ὑπέγραψαν πάντες οἱ καταστηματάρχαι, ὅτι οὐ ἀποφασίζουσιν, ὅπως ἀπὸ τῆς 1ης μ. μ. ἑκάστης Κυριακῆς κλείωσι τὰ καταστήματα των.: [249, 1060, 491, 1163]
- post-date: Παρασκευὴ 19 Μαΐου: [507, 2273, 664, 2288]
- article-subheadline: Συνεργασία τοῦ Βασιλέως μετὰ τοῦ κ. Ρωμάνου: [14, 861, 204, 890]
- banner-right-label: ΓΥΝΑΙΚΕΙΑ: [948, 92, 1091, 116]
- banner-ad: [251, 48, 1091, 116]
- article-paragraph: Παρὰ πολλῶν παρεκλήθην ὅπως διερμηνεύσω τοῦτο. Πάντες θέλουσι τὴν ἀλλαγὴν τοῦ ἀθλίου ἀστυνομικοῦ καθεστῶτος.: [249, 288, 491, 346]
- newspaper-name: ΕΜΠΡΟΣ: [557, 17, 659, 37]
- ad-title: ΜΕΓΑ ΞΕΝΟΔΟΧΕΙΟΝ: [700, 1159, 871, 1208]
- article-subheadline: Ἐξ ἀφορμῆς τῆς δίκης τῶν ἀστυνομικῶν σκανδάλων: [14, 1361, 208, 1390]
- dateline: ΠΑΡΙΣΙΟΙ, 18 Μαΐου.—: [901, 968, 1063, 983]
- article-paragraph: Ἐξεδόθη τὸ Γ. βιβλίον τοῦ «Συλλόγου πρὸς διάδοσιν ὠφελίμων βιβλίων». Περιέχει τὴν τοῦ Ἀ. Σπ. ἐπικήδειον λόγον ἐπὶ τοῦ τάφου τοῦ ἐν τῇ Ἀμερικῇ καὶ τὴν ἐν Ἰνδίαις ἐπιστημονικὴν ὑπηρεσίαν τοῦ ἀειμνήστου, ὡς καὶ σύντομον αὐτοῦ βιογραφίαν. Κεφάλαια 16, τιμᾶται δραχ. 3.: [500, 2047, 670, 2224]
- price-row: [249, 1676, 491, 1690]
- notice-date: Ἐν Ἀθήναις τῇ 19 Μαΐου 1900.: [690, 684, 881, 698]
- telegram-label: (Ἰδιαίτερον τηλεγράφημα τοῦ «Ἐμπρός»): [957, 1144, 1177, 1156]
- column-divider: [675, 45, 676, 1784]
- ad-text: Τὸ λειτουργοῦν εὐδοκίμως ἀπὸ πενταετίας Μέγα Ξενοδοχεῖον Ἡράκλειον, γνωστὸν τοῖς ἐπισκεπτομένοις τὰ θαυματουργὰ ἰαματικὰ λουτρὰ τῆς Αἰδηψοῦ, ἔχει πεντήκοντα ἐκ τῶν ἀρίστων δωμάτια. Τὴν διεύθυνσιν τοῦ ξενοδοχείου ἀνέλαβεν ὁ κ. Κωνσταντῖνος Ἰωακεὶμ, ὅστις εἶναι ἱκανὸς καὶ ἔμπειρος. Πᾶσαι πληροφορίαι παρὰ τῷ ἰδιοκτήτῃ.: [684, 958, 887, 1135]
- notice-signature: Ἄννα Φωκᾶ, Εὐφροσύνη Π. Ἐτέκ, Εὐανθία Μανιατοπούλου, Παῦλος Ἐτέκ: [690, 373, 881, 416]
- notice-text: Κατὰ καθῆκον ἀπευθύνω τὰς θερμοτέρας εὐχαριστίας μου εἰς τὴν Διεύθυνσιν τῆς Ἀσφαλιστικῆς Ἑταιρίας ἡ «Βουλγαρία» καὶ εἰς τοὺς ἀξιοτίμους κ. κ. Σ. Ἀσῆμον, Γενικὸν Πράκτορα καὶ Ι. Γεωργιτσάκην, Ἐπιθεωρητὴν αὐτῆς, οἵτινες ἀμέσως καὶ ἄνευ οὐδεμιᾶς ἀντιρρήσεως ἀπέδωκαν ἐξ ὁλοκλήρου τὸ ποσὸν τοῦ ἀσφαλίστρου διὰ τὴν ἐπελθοῦσαν ἐν τῇ οἰκίᾳ μου πυρκαϊάν. Διὰ τοῦτο συνιστῶ θερμῶς τὴν ἑταιρίαν εἰς πάντα ζητοῦντα ἀσφάλειαν.: [901, 138, 1233, 285]
- classified-ad: Ἐνοικιάζεται τὸ ἐπὶ τῆς ὁδοῦ Φειδίου ἀριθ. 30 ἐπάνω πάτωμα συγκείμενον ἐκ 6 δωματίων κουζίνας καὶ ἄλλων χρειωδῶν.: [901, 316, 1233, 359]
- notice-signature-label: Τὰ τέκνα: [748, 358, 823, 372]
- news-text: Πόρου τηλεγραφεῖ εἰς τὸ Ὑπουργεῖον, ὅτι κατέφυγον εἰς τὸν Πόρον καὶ κρύπτονται χθὲς εἰς τὰ οὔρη οἱ ἐκ Τροιζηνίας διαφυγόντες φυγόδικοι Γεώργιος καὶ Ἰωάννης. Τὸ διατεχθὲν ἀπόσπασμα συνέλαβε τὸν ἕνα ἐξ αὐτῶν.: [500, 757, 670, 919]
- section-headline: ΚΟΙΝΩΝΙΚΑ: [500, 1470, 670, 1491]
- mail-line: Διὰ Αἴγυπτον (Ρωσικὸν) 10 π. μ.: [500, 2382, 670, 2411]
- brand-wordmark: SWIFT: [296, 1762, 445, 1782]
- swift-logo: [254, 1754, 486, 1789]
- column-1: [14, 45, 240, 2053]
- notice-headline: ΔΗΛΩΣΙΣ: [1022, 119, 1112, 136]
- article-paragraph: Ὁ ὑπομοίραρχος κ. Ἔβερτ ὑπέβαλε πρὸς τὸ Φρουραρχεῖον αἴτησιν διαβιβασθεῖσαν εἰς τὴν Μοιραρχίαν, δι' ἧς ζητεῖ τὴν σύστασιν συμβουλίου τιμῆς, ἵνα τῷ ἐπιτραπῇ καὶ ζητήσῃ ἱκανοποίησιν διὰ τῶν ὅπλων παρὰ τοῦ ἀθωωθέντος ὑπολοχαγοῦ κ. Δερλερὲ καὶ τοῦ ὑπιλάρχου κ. Φλέσσα.: [14, 1392, 240, 1524]
- signature: Δ. ΚΑΡΑΧΑΛΙΟΣ: [1136, 623, 1227, 635]
- mail-line: Διὰ Ἰταλίαν (Βουλγαρικὸν) 10 π. μ.: [500, 2351, 670, 2380]
